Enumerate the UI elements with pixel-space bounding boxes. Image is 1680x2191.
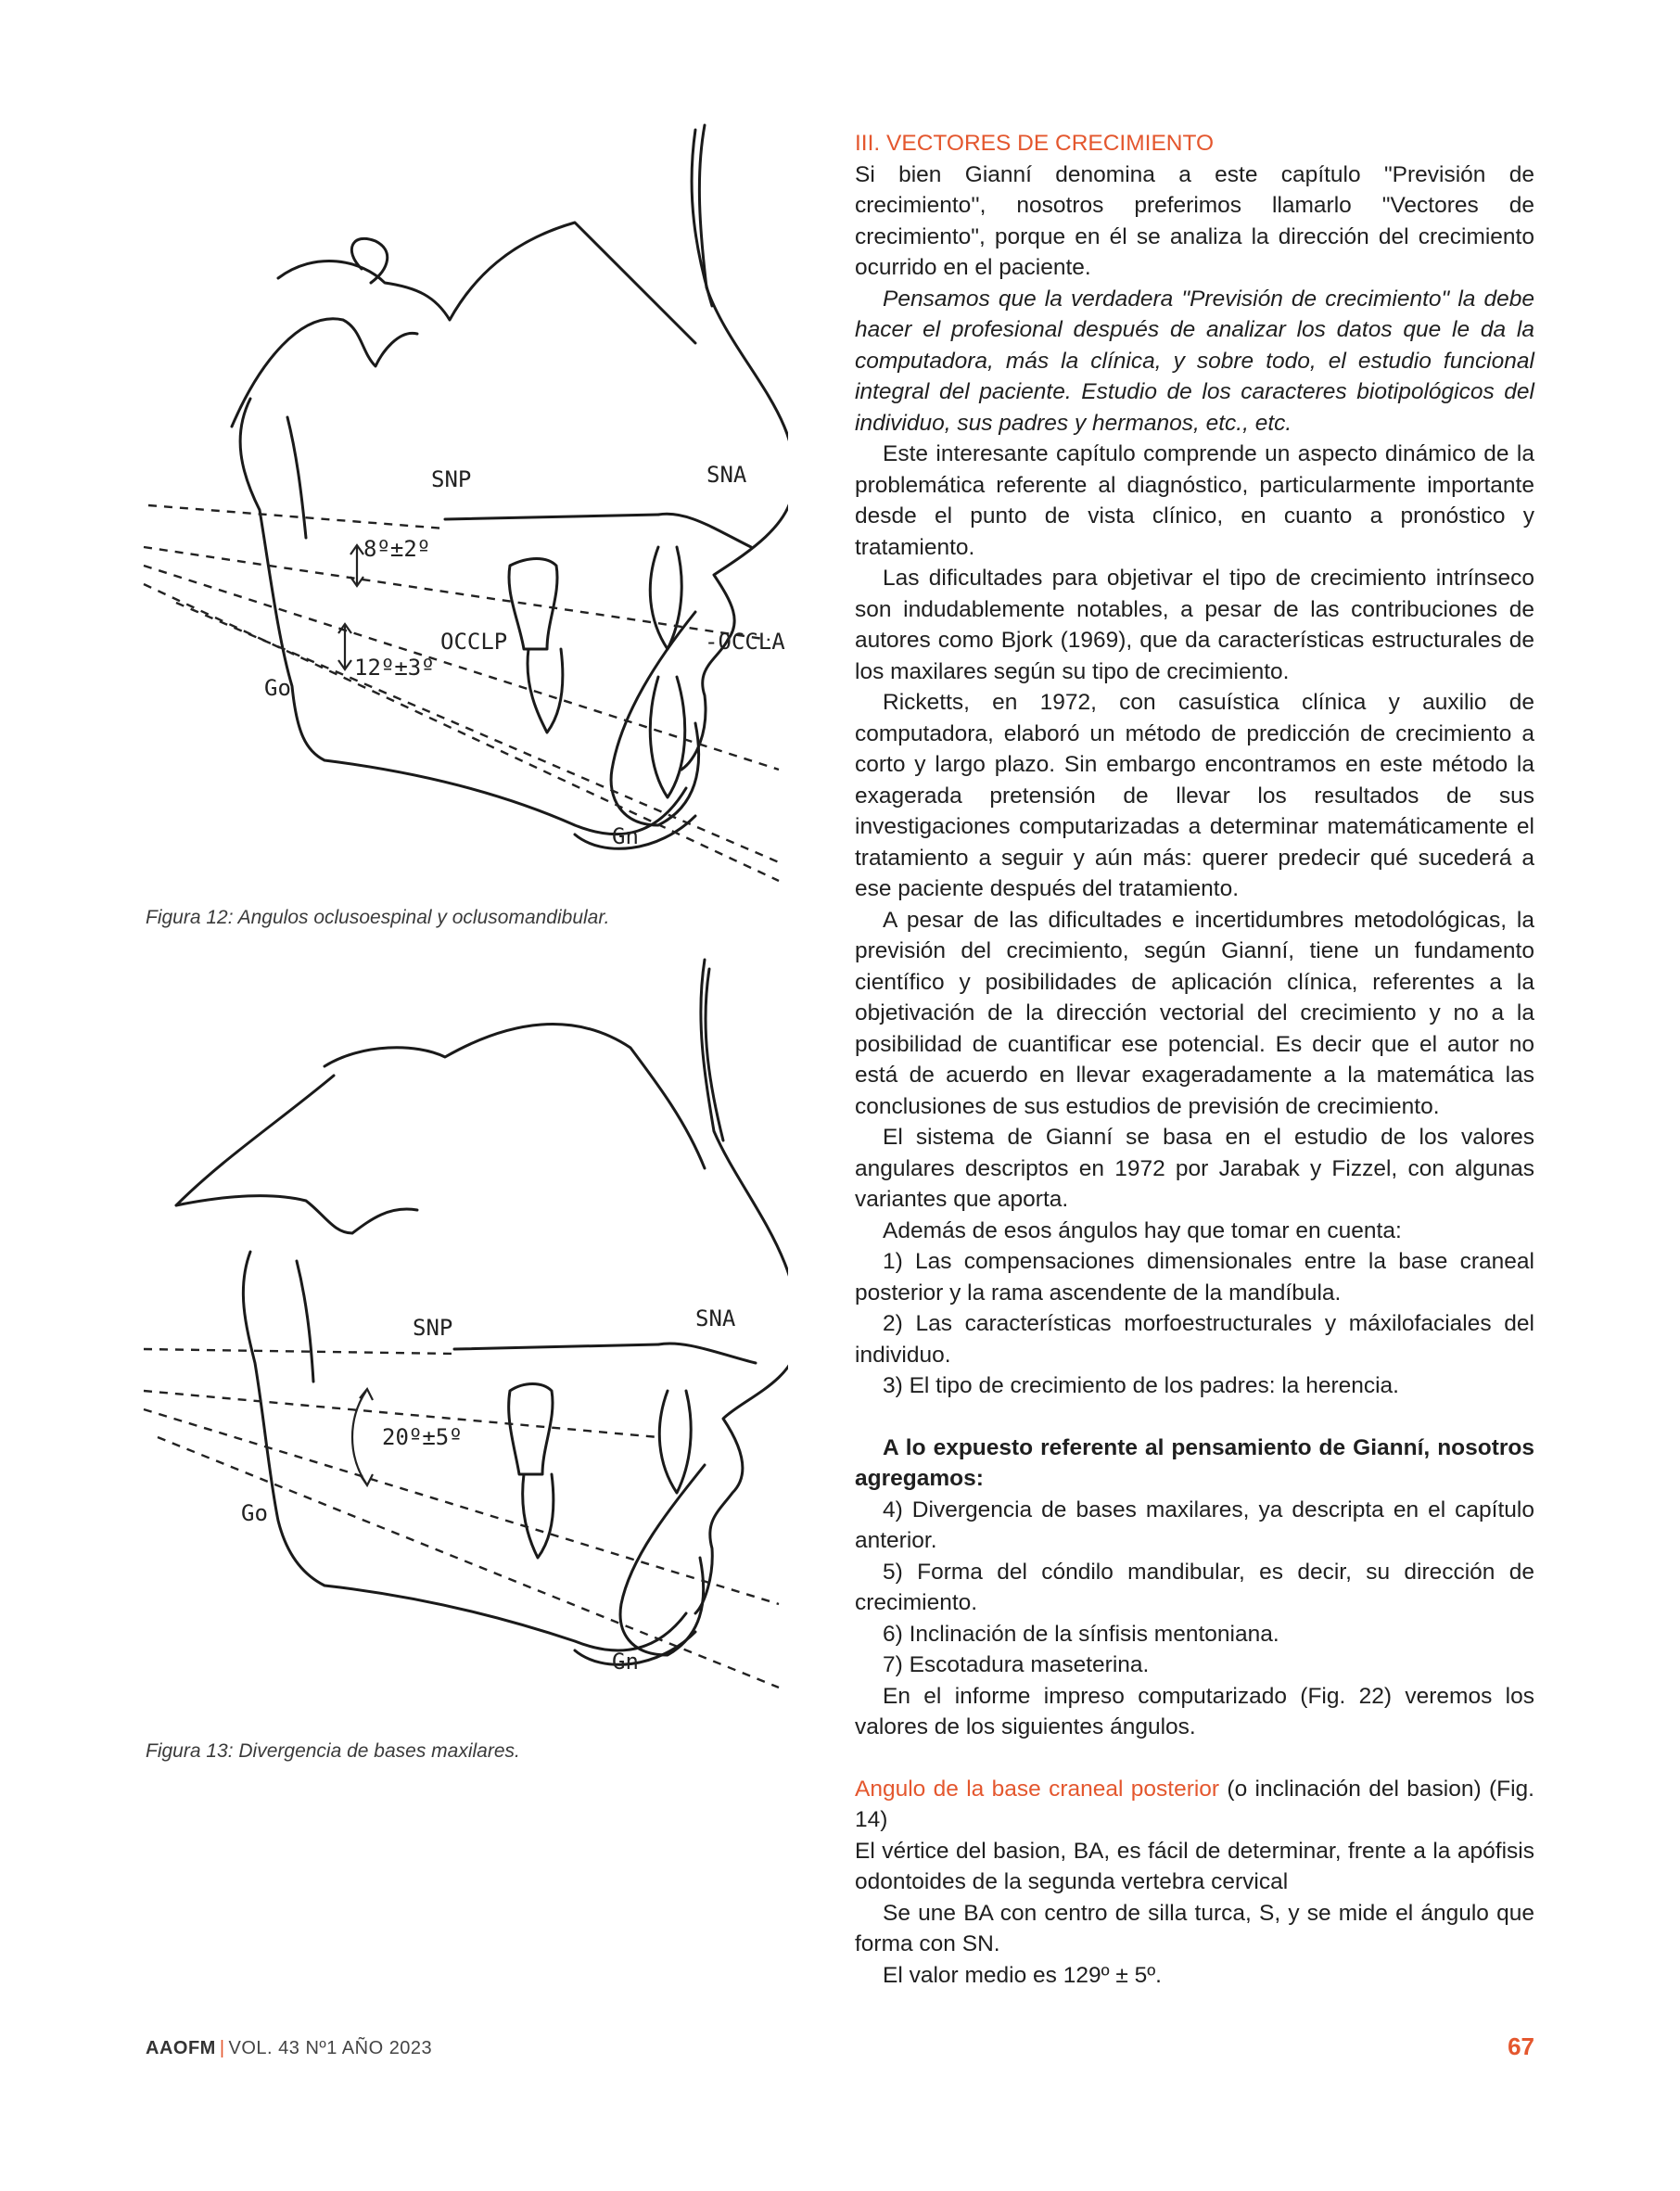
section-title: III. VECTORES DE CRECIMIENTO bbox=[855, 131, 1215, 156]
figure-12-drawing bbox=[139, 121, 788, 890]
figure-13 bbox=[139, 955, 788, 1725]
footer bbox=[146, 2038, 432, 2059]
fig12-label-occlp: OCCLP bbox=[440, 629, 508, 655]
list-item: 2) Las características morfoestructurales y máxilofaciales del individuo. bbox=[855, 1311, 1534, 1368]
paragraph: A pesar de las dificultades e incertidumbres metodológicas, la previsión del crecimiento, según Gianní, tiene un fundamento científico y posibilidades de aplicación clínica, referentes a la objetivación de la dirección vectorial del crecimiento y no a la posibilidad de cuantificar ese potencial. Es decir que el autor no está de acuerdo en llevar exageradamente a la matemática las conclusiones de sus estudios de previsión de crecimiento. bbox=[855, 907, 1534, 1119]
paragraph: El vértice del basion, BA, es fácil de determinar, frente a la apófisis odontoides de la segunda vertebra cervical bbox=[855, 1838, 1534, 1894]
fig12-label-sna: SNA bbox=[706, 462, 747, 488]
paragraph: Se une BA con centro de silla turca, S, y se mide el ángulo que forma con SN. bbox=[855, 1900, 1534, 1956]
paragraph: El valor medio es 129º ± 5º. bbox=[883, 1962, 1162, 1988]
page-number: 67 bbox=[1508, 2032, 1534, 2060]
figure-13-caption: Figura 13: Divergencia de bases maxilares. bbox=[146, 1740, 520, 1762]
fig13-label-snp: SNP bbox=[413, 1315, 453, 1341]
figure-12-caption: Figura 12: Angulos oclusoespinal y oclusomandibular. bbox=[146, 907, 610, 928]
fig12-label-occla: -OCCLA bbox=[705, 629, 785, 655]
figure-12 bbox=[139, 121, 788, 890]
footer-separator: | bbox=[219, 2038, 225, 2058]
list-item: 4) Divergencia de bases maxilares, ya descripta en el capítulo anterior. bbox=[855, 1497, 1534, 1553]
subsection-heading bbox=[855, 1774, 1534, 1836]
list-item: 7) Escotadura maseterina. bbox=[883, 1652, 1150, 1677]
list-item: 3) El tipo de crecimiento de los padres: la herencia. bbox=[883, 1373, 1399, 1398]
bold-statement: A lo expuesto referente al pensamiento de Gianní, nosotros agregamos: bbox=[855, 1434, 1534, 1491]
fig12-label-angle1: 8º±2º bbox=[363, 536, 431, 562]
fig13-label-gn: Gn bbox=[612, 1649, 639, 1675]
fig12-label-gn: Gn bbox=[612, 823, 639, 849]
fig12-label-snp: SNP bbox=[431, 466, 472, 492]
paragraph: Si bien Gianní denomina a este capítulo "Previsión de crecimiento'', nosotros preferimos llamarlo "Vectores de crecimiento", porque en él se analiza la dirección del crecimiento ocurrido en el paciente. bbox=[855, 161, 1534, 280]
paragraph-italic: Pensamos que la verdadera "Previsión de crecimiento" la debe hacer el profesional después de analizar los datos que le da la computadora, más la clínica, y sobre todo, el estudio funcional integral del paciente. Estudio de los caracteres biotipológicos del individuo, sus padres y hermanos, etc., etc. bbox=[855, 286, 1534, 436]
fig13-label-go: Go bbox=[241, 1500, 268, 1526]
journal-brand: AAOFM bbox=[146, 2038, 216, 2058]
fig12-label-angle2: 12º±3º bbox=[354, 655, 435, 681]
paragraph: En el informe impreso computarizado (Fig. 22) veremos los valores de los siguientes ángulos. bbox=[855, 1683, 1534, 1739]
subsection-title-rest: (o inclinación del basion) (Fig. 14) bbox=[855, 1776, 1534, 1832]
text-column bbox=[855, 128, 1534, 1991]
list-item: 6) Inclinación de la sínfisis mentoniana. bbox=[883, 1621, 1279, 1647]
paragraph: Este interesante capítulo comprende un aspecto dinámico de la problemática referente al diagnóstico, particularmente importante desde el punto de vista clínico, en cuanto a pronóstico y tratamiento. bbox=[855, 441, 1534, 560]
figure-13-drawing bbox=[139, 955, 788, 1725]
list-item: 1) Las compensaciones dimensionales entre la base craneal posterior y la rama ascendente de la mandíbula. bbox=[855, 1249, 1534, 1306]
fig12-label-go: Go bbox=[264, 675, 291, 701]
list-item: 5) Forma del cóndilo mandibular, es decir, su dirección de crecimiento. bbox=[855, 1559, 1534, 1615]
paragraph: Las dificultades para objetivar el tipo de crecimiento intrínseco son indudablemente notables, a pesar de las contribuciones de autores como Bjork (1969), que da características estructurales de los maxilares según su tipo de crecimiento. bbox=[855, 566, 1534, 684]
paragraph: Ricketts, en 1972, con casuística clínica y auxilio de computadora, elaboró un método de predicción de crecimiento a corto y largo plazo. Sin embargo encontramos en este método la exagerada pretensión de llevar los resultados de sus investigaciones computarizadas a determinar matemáticamente el tratamiento a seguir y aún más: querer predecir qué sucederá a ese paciente después del tratamiento. bbox=[855, 690, 1534, 901]
paragraph: El sistema de Gianní se basa en el estudio de los valores angulares descriptos en 1972 por Jarabak y Fizzel, con algunas variantes que aporta. bbox=[855, 1125, 1534, 1212]
fig13-label-sna: SNA bbox=[695, 1306, 736, 1331]
subsection-title: Angulo de la base craneal posterior bbox=[855, 1776, 1220, 1802]
paragraph: Además de esos ángulos hay que tomar en cuenta: bbox=[883, 1217, 1402, 1243]
journal-issue: VOL. 43 Nº1 AÑO 2023 bbox=[228, 2038, 433, 2058]
fig13-label-angle: 20º±5º bbox=[382, 1424, 463, 1450]
